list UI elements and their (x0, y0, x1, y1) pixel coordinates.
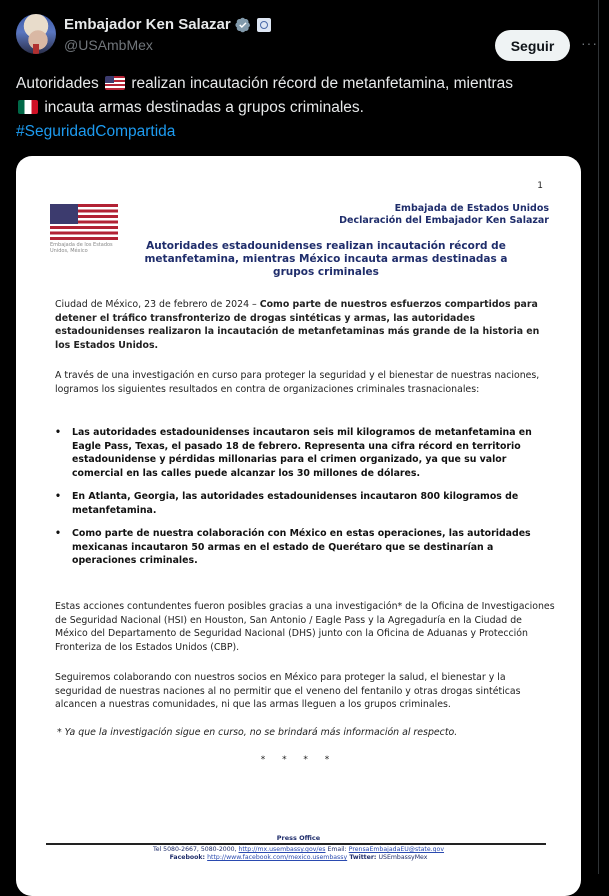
tel: Tel 5080-2667, 5080-2000, (152, 846, 239, 853)
hashtag-link[interactable]: #SeguridadCompartida (16, 123, 176, 140)
press-office-label: Press Office (276, 834, 321, 842)
results-list (55, 426, 555, 578)
facebook-link: http://www.facebook.com/mexico.usembassy (207, 854, 348, 861)
author-handle[interactable]: @USAmbMex (64, 37, 153, 53)
twitter-handle: USEmbassyMex (378, 854, 428, 861)
tweet-text-part: Autoridades (16, 75, 99, 92)
tweet-header (16, 14, 598, 58)
website-link: http://mx.usembassy.gov/es (238, 846, 326, 853)
tweet-text (16, 72, 586, 144)
document-org-title (339, 203, 549, 227)
verified-badge-icon (235, 17, 251, 33)
separator: * * * * (260, 755, 337, 765)
lead-paragraph (55, 298, 555, 352)
timeline-divider (598, 0, 599, 874)
footnote: * Ya que la investigación sigue en curso, no se brindará más información al respecto. (57, 727, 458, 738)
org-line-2: Declaración del Embajador Ken Salazar (339, 215, 549, 226)
lead-bold-text: Como parte de nuestros esfuerzos compartidos para detener el tráfico transfronterizo de drogas sintéticas y armas, las autoridades estadounidenses realizaron la incautación de metanfetaminas más grande de la historia en los Estados Unidos. (55, 299, 540, 351)
author-name-row (64, 16, 271, 33)
paragraph-2: A través de una investigación en curso para proteger la seguridad y el bienestar de nuestras naciones, logramos los siguientes resultados en contra de organizaciones criminales trasnacionales: (55, 370, 540, 395)
email-link: PrensaEmbajadaEU@state.gov (348, 846, 445, 853)
page-number: 1 (537, 181, 543, 191)
contact-line-2 (16, 854, 581, 862)
document-heading: Autoridades estadounidenses realizan incautación récord de metanfetamina, mientras México incauta armas destinadas a grupos criminales (144, 240, 508, 278)
avatar-detail (33, 44, 39, 54)
contact-line-1 (16, 846, 581, 854)
tweet-text-part: incauta armas destinadas a grupos criminales. (44, 99, 364, 116)
flag-mexico-icon (18, 100, 38, 114)
us-flag-logo (50, 204, 118, 240)
us-government-seal-icon (257, 18, 271, 32)
flag-caption: Embajada de los Estados Unidos, México (50, 242, 113, 254)
email-label: Email: (325, 846, 349, 853)
follow-button[interactable]: Seguir (495, 30, 570, 61)
list-item: • En Atlanta, Georgia, las autoridades estadounidenses incautaron 800 kilogramos de metanfetamina. (55, 490, 555, 517)
more-options-icon[interactable]: ··· (581, 35, 598, 51)
dateline: Ciudad de México, 23 de febrero de 2024 – (55, 299, 260, 310)
avatar[interactable] (16, 14, 56, 54)
org-line-1: Embajada de Estados Unidos (394, 203, 549, 214)
facebook-label: Facebook: (169, 854, 208, 861)
author-display-name[interactable]: Embajador Ken Salazar (64, 16, 231, 33)
footer-rule (46, 843, 546, 845)
contact-info (16, 846, 581, 862)
tweet-text-part: realizan incautación récord de metanfetamina, mientras (131, 75, 514, 92)
list-item: • Las autoridades estadounidenses incautaron seis mil kilogramos de metanfetamina en Eagle Pass, Texas, el pasado 18 de febrero. Representa una cifra récord en territorio estadounidense y pérdidas millonarias para el crimen organizado, ya que su valor comercial en las calles puede alcanzar los 30 millones de dólares. (55, 426, 555, 480)
twitter-label: Twitter: (347, 854, 379, 861)
flag-united-states-icon (105, 76, 125, 90)
list-item: • Como parte de nuestra colaboración con México en estas operaciones, las autoridades mexicanas incautaron 50 armas en el estado de Querétaro que se destinarían a operaciones criminales. (55, 527, 555, 568)
paragraph-3: Estas acciones contundentes fueron posibles gracias a una investigación* de la Oficina de Investigaciones de Seguridad Nacional (HSI) en Houston, San Antonio / Eagle Pass y la Agregaduría en la Ciudad de México del Departamento de Seguridad Nacional (DHS) junto con la Oficina de Aduanas y Protección Fronteriza de los Estados Unidos (CBP). (55, 601, 555, 653)
paragraph-4: Seguiremos colaborando con nuestros socios en México para proteger la salud, el bienestar y la seguridad de nuestras naciones al no permitir que el veneno del fentanilo y otras drogas sintéticas alcancen a nuestras comunidades, ni que las armas lleguen a los grupos criminales. (55, 672, 521, 710)
attached-document-image[interactable] (16, 156, 581, 896)
